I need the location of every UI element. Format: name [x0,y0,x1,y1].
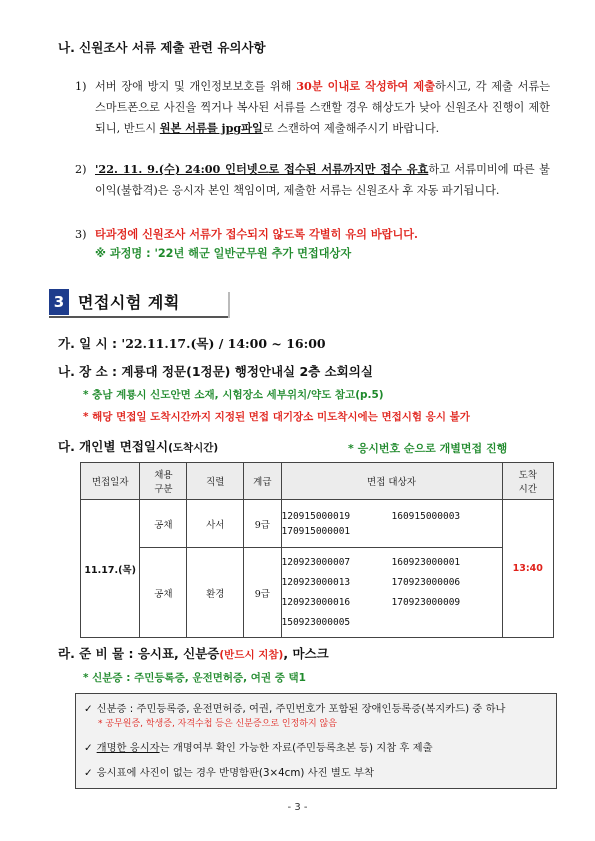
header-date: 면접일자 [81,463,140,500]
schedule-date-row [58,334,326,352]
individual-schedule-row [58,437,218,455]
header-grade: 계급 [244,463,281,500]
supplies-row [58,644,329,662]
section-na-title: 나. 신원조사 서류 제출 관련 유의사항 [58,40,266,55]
supplies-value: 응시표, 신분증 [137,646,220,661]
candidates-cell [281,500,502,548]
candidate-number: 120923000013 [281,577,351,588]
item-2-post: 하고 서류미비에 따른 불이익(불합격)은 응시자 본인 책임이며, 제출한 서류는 신원조사 후 자동 파기됩니다. [95,163,550,197]
table-row [81,548,554,638]
item-1-post: 로 스캔하여 제출해주시기 바랍니다. [262,122,440,135]
notes-box [75,693,557,789]
note-photo-text: 응시표에 사진이 없는 경우 반명함판(3×4cm) 사진 별도 부착 [96,767,374,779]
check-icon: ✓ [84,742,93,754]
individual-schedule-suffix: (도착시간) [168,442,219,454]
id-note: * 신분증 : 주민등록증, 운전면허증, 여권 중 택1 [83,672,306,684]
item-2-underline: '22. 11. 9.(수) 24:00 인터넷으로 접수된 서류까지만 접수 유효 [95,162,429,176]
table-row [81,500,554,548]
check-icon: ✓ [84,767,93,779]
candidate-number: 170923000006 [391,577,461,588]
item-1-underline: 원본 서류를 jpg파일 [159,121,263,135]
candidate-number: 120923000016 [281,597,351,608]
note-rename-subject: 개명한 응시자 [96,742,160,754]
note-id [84,700,506,715]
supplies-required: (반드시 지참) [219,649,284,661]
note-rename [84,739,433,754]
note-photo [84,764,374,779]
item-1-mid: 하시고, 각 제출 서류는 스마트폰으로 사진을 찍거나 복사된 서류를 스캔할 경우 해상도가 낮아 신원조사 진행이 제한되니, 반드시 [95,80,550,135]
schedule-date-label: 가. 일 시 : [58,336,122,351]
note-id-exception: * 공무원증, 학생증, 자격수첩 등은 신분증으로 인정하지 않음 [98,719,337,729]
header-type: 채용 구분 [140,463,187,500]
arrival-warning: * 해당 면접일 도착시간까지 지정된 면접 대기장소 미도착시에는 면접시험 응시 불가 [83,411,470,423]
item-1-number: 1) [75,80,87,93]
note-rename-text: 는 개명여부 확인 가능한 자료(주민등록초본 등) 지참 후 제출 [159,742,433,754]
place-note: * 충남 계룡시 신도안면 소재, 시험장소 세부위치/약도 참고(p.5) [83,389,384,401]
section-3-divider [228,292,230,318]
type-cell: 공채 [140,548,187,638]
series-cell: 사서 [187,500,244,548]
candidate-number: 170915000001 [281,525,351,537]
supplies-value-post: , 마스크 [283,646,329,661]
individual-schedule-label: 다. 개인별 면접일시 [58,439,169,454]
type-cell: 공채 [140,500,187,548]
schedule-place-label: 나. 장 소 : [58,364,122,379]
interview-schedule-table [80,462,554,638]
grade-cell: 9급 [244,500,281,548]
candidate-number: 170923000009 [391,597,461,608]
schedule-date-value: '22.11.17.(목) / 14:00 ~ 16:00 [121,336,326,351]
candidate-number: 160923000001 [391,557,461,568]
item-2 [75,159,550,201]
table-header-row [81,463,554,500]
note-id-text: 신분증 : 주민등록증, 운전면허증, 여권, 주민번호가 포함된 장애인등록증(복지카드) 중 하나 [96,703,506,715]
candidates-cell [281,548,502,638]
header-arrival: 도착 시간 [502,463,554,500]
item-3 [75,224,550,245]
item-1-pre: 서버 장애 방지 및 개인정보보호를 위해 [95,80,297,93]
order-note: * 응시번호 순으로 개별면접 진행 [348,442,508,455]
supplies-label: 라. 준 비 물 : [58,646,138,661]
candidate-number: 150923000005 [281,617,351,628]
series-cell: 환경 [187,548,244,638]
item-1-emphasis: 30분 이내로 작성하여 제출 [296,79,436,93]
schedule-place-row [58,362,373,380]
section-3-number-box: 3 [49,289,69,315]
item-3-text: 타과정에 신원조사 서류가 접수되지 않도록 각별히 유의 바랍니다. [95,227,418,241]
section-3-underline [49,316,229,318]
arrival-time-cell: 13:40 [502,500,554,638]
section-3-title: 면접시험 계획 [78,293,180,312]
header-candidates: 면접 대상자 [281,463,502,500]
candidate-number: 120923000007 [281,557,351,568]
date-cell: 11.17.(목) [81,500,140,638]
grade-cell: 9급 [244,548,281,638]
page-number: - 3 - [287,802,308,813]
candidate-number: 160915000003 [391,510,461,522]
course-note: ※ 과정명 : '22년 해군 일반군무원 추가 면접대상자 [95,247,352,260]
item-2-number: 2) [75,163,87,176]
candidate-number: 120915000019 [281,510,351,522]
header-series: 직렬 [187,463,244,500]
schedule-place-value: 계룡대 정문(1정문) 행정안내실 2층 소회의실 [121,364,373,379]
check-icon: ✓ [84,703,93,715]
item-3-number: 3) [75,228,87,241]
item-1 [75,76,550,139]
